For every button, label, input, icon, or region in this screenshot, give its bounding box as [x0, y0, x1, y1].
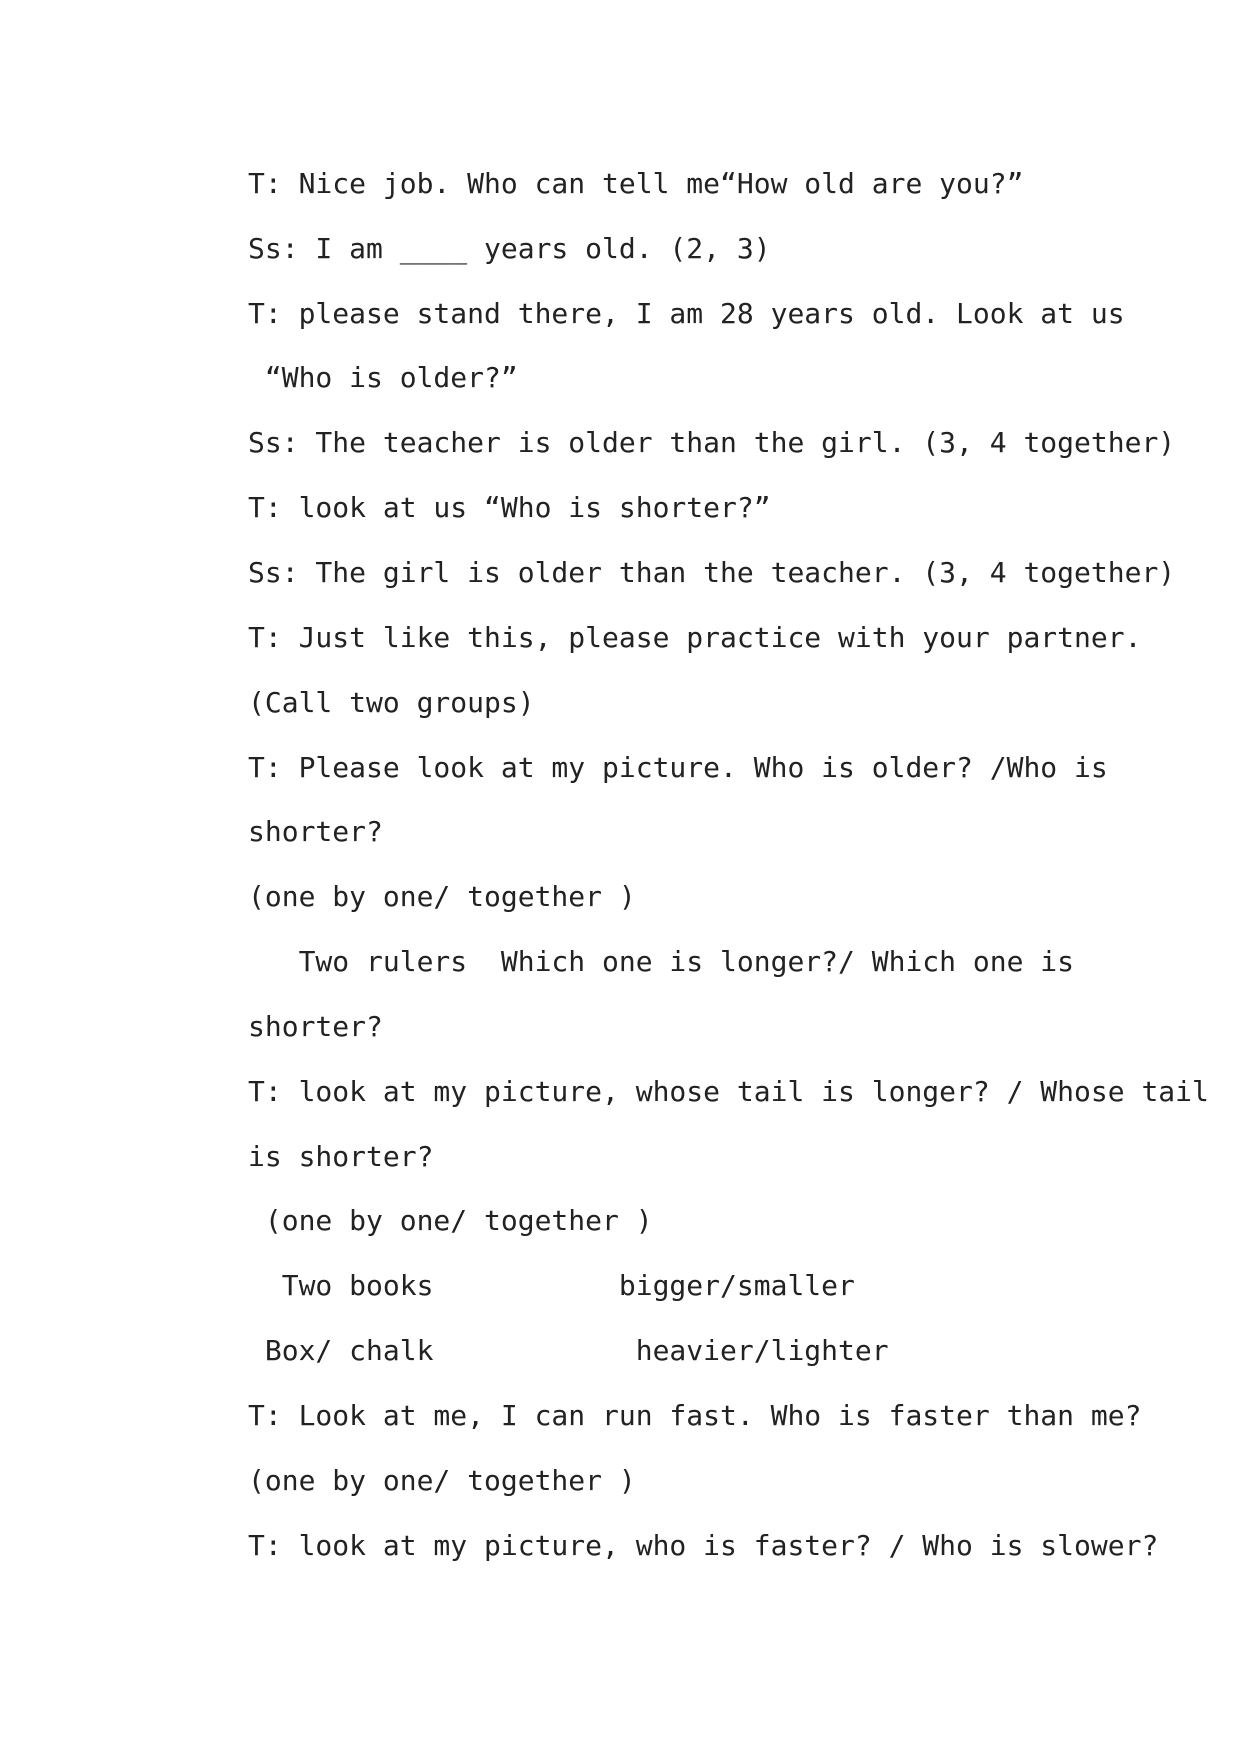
text-line: Box/ chalk heavier/lighter — [248, 1334, 889, 1367]
text-line: T: look at my picture, who is faster? / Who is slower? — [248, 1529, 1159, 1562]
text-line: T: Please look at my picture. Who is older? /Who is — [248, 751, 1108, 784]
text-line: (one by one/ together ) — [248, 1464, 636, 1497]
text-line: T: please stand there, I am 28 years old. Look at us — [248, 297, 1125, 330]
text-line: T: look at my picture, whose tail is longer? / Whose tail — [248, 1075, 1209, 1108]
text-line: Ss: The teacher is older than the girl. (3, 4 together) — [248, 426, 1176, 459]
text-line: T: look at us “Who is shorter?” — [248, 491, 771, 524]
text-line: “Who is older?” — [248, 361, 518, 394]
text-line: shorter? — [248, 815, 383, 848]
text-line: T: Look at me, I can run fast. Who is faster than me? — [248, 1399, 1142, 1432]
text-line: shorter? — [248, 1010, 383, 1043]
text-line: Ss: The girl is older than the teacher. (3, 4 together) — [248, 556, 1176, 589]
text-line: T: Just like this, please practice with your partner. — [248, 621, 1142, 654]
text-line: Two books bigger/smaller — [248, 1269, 855, 1302]
text-line: T: Nice job. Who can tell me“How old are you?” — [248, 167, 1024, 200]
text-line: is shorter? — [248, 1140, 434, 1173]
text-line: Two rulers Which one is longer?/ Which one is — [248, 945, 1075, 978]
text-line: (one by one/ together ) — [248, 1204, 653, 1237]
text-line: (Call two groups) — [248, 686, 535, 719]
text-line: (one by one/ together ) — [248, 880, 636, 913]
text-line: Ss: I am ____ years old. (2, 3) — [248, 232, 771, 265]
